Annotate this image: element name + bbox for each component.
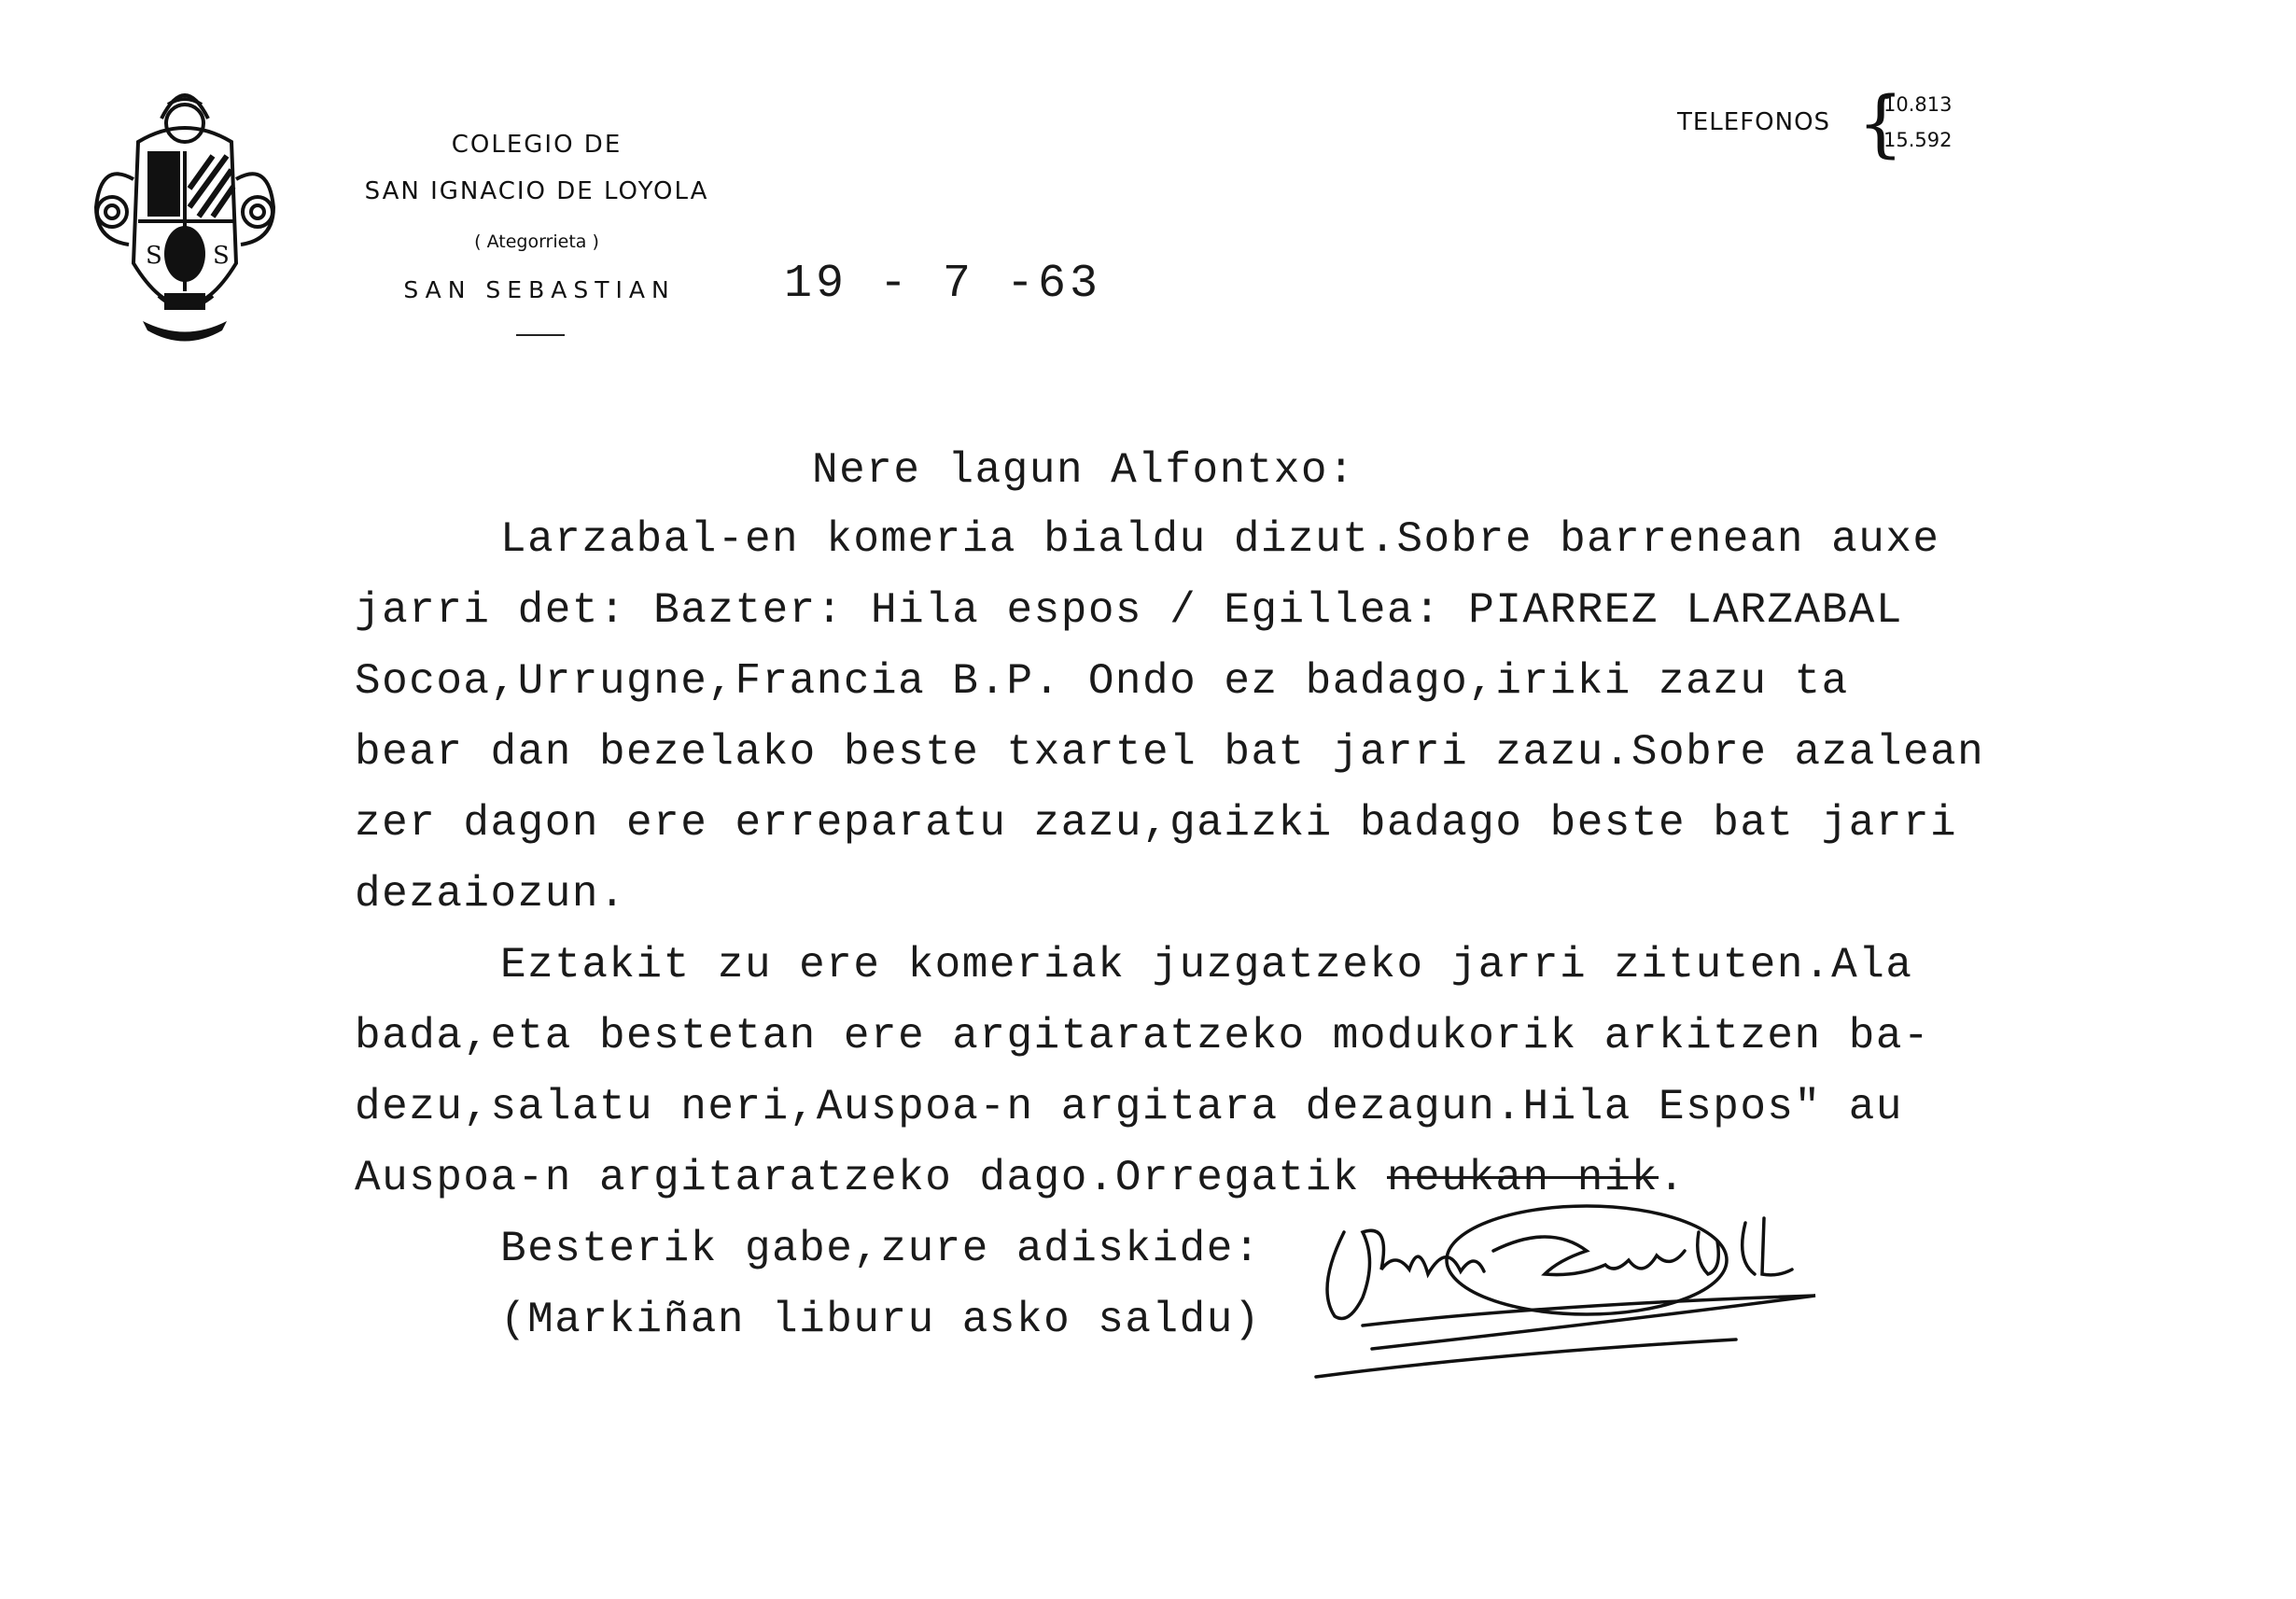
svg-text:S: S bbox=[213, 242, 230, 270]
body-line: jarri det: Bazter: Hila espos / Egillea: PIARREZ LARZABAL bbox=[355, 586, 1903, 635]
body-line: Larzabal-en komeria bialdu dizut.Sobre barrenean auxe bbox=[500, 515, 1940, 564]
letterhead-line-4: SAN SEBASTIAN bbox=[403, 276, 676, 303]
letterhead-line-3: ( Ategorrieta ) bbox=[474, 231, 599, 252]
letterhead-divider bbox=[516, 334, 565, 336]
end-mark: . bbox=[1659, 1154, 1687, 1202]
telephone-number-1: 10.813 bbox=[1883, 93, 1953, 116]
telephone-number-2: 15.592 bbox=[1883, 129, 1953, 151]
greeting: Nere lagun Alfontxo: bbox=[812, 446, 1356, 495]
struck-text: neukan nik bbox=[1386, 1154, 1659, 1202]
letterhead-line-2: SAN IGNACIO DE LOYOLA bbox=[364, 177, 709, 205]
body-line: zer dagon ere erreparatu zazu,gaizki badago beste bat jarri bbox=[355, 799, 1958, 848]
body-line: Eztakit zu ere komeriak juzgatzeko jarri zituten.Ala bbox=[500, 941, 1913, 989]
body-line: dezu,salatu neri,Auspoa-n argitara dezagun.Hila Espos" au bbox=[355, 1083, 1903, 1131]
letterhead-line-1: COLEGIO DE bbox=[451, 131, 623, 159]
brace-icon: { bbox=[1857, 82, 1904, 166]
svg-text:S: S bbox=[146, 242, 162, 270]
telephones-label: TELEFONOS bbox=[1677, 108, 1831, 136]
body-line: bada,eta bestetan ere argitaratzeko modukorik arkitzen ba- bbox=[355, 1012, 1931, 1060]
body-line: bear dan bezelako beste txartel bat jarri zazu.Sobre azalean bbox=[355, 728, 1985, 777]
letter-date: 19 - 7 -63 bbox=[784, 258, 1102, 311]
handwritten-signature-icon bbox=[1307, 1185, 1848, 1382]
body-line: Socoa,Urrugne,Francia B.P. Ondo ez badago,iriki zazu ta bbox=[355, 657, 1849, 706]
body-line-last-text: Auspoa-n argitaratzeko dago.Orregatik bbox=[355, 1154, 1360, 1202]
postscript: (Markiñan liburu asko saldu) bbox=[500, 1296, 1261, 1344]
body-line: dezaiozun. bbox=[355, 870, 627, 919]
letterhead bbox=[0, 0, 840, 355]
closing: Besterik gabe,zure adiskide: bbox=[500, 1225, 1261, 1273]
